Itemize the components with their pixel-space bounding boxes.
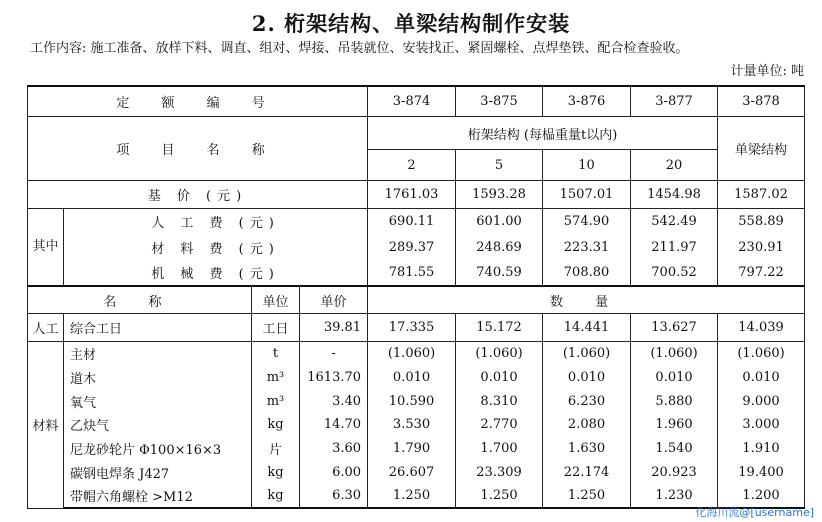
- col-quantity-header: 数 量: [368, 286, 805, 314]
- material-unit: kg: [252, 460, 300, 484]
- material-value: 1.200: [718, 484, 805, 508]
- material-price: 3.60: [300, 437, 368, 461]
- cost-value: 289.37: [368, 235, 456, 261]
- material-value: 9.000: [718, 389, 805, 413]
- cost-value: 797.22: [718, 260, 805, 286]
- cost-value: 542.49: [631, 209, 718, 235]
- material-value: 0.010: [368, 366, 456, 390]
- material-value: 2.770: [456, 413, 543, 437]
- material-value: 22.174: [543, 460, 631, 484]
- cost-value: 230.91: [718, 235, 805, 261]
- page-title: 2. 桁架结构、单梁结构制作安装: [251, 11, 571, 36]
- cost-row-material: [28, 235, 805, 261]
- material-value: (1.060): [456, 342, 543, 366]
- material-value: 8.310: [456, 389, 543, 413]
- cost-value: 558.89: [718, 209, 805, 235]
- material-name: 碳钢电焊条 J427: [64, 460, 252, 484]
- labor-value: 14.441: [543, 314, 631, 342]
- watermark: 化海川流@[username]: [695, 506, 814, 519]
- material-name: 道木: [64, 366, 252, 390]
- cost-row-machine: [28, 260, 805, 286]
- cost-value: 211.97: [631, 235, 718, 261]
- quota-table: [27, 85, 805, 509]
- material-price: 6.00: [300, 460, 368, 484]
- material-value: 3.530: [368, 413, 456, 437]
- labor-row: [28, 314, 805, 342]
- material-row: [28, 460, 805, 484]
- labor-value: 14.039: [718, 314, 805, 342]
- labor-name: 综合工日: [64, 314, 252, 342]
- material-name: 主材: [64, 342, 252, 366]
- material-value: (1.060): [543, 342, 631, 366]
- cost-value: 740.59: [456, 260, 543, 286]
- cost-value: 223.31: [543, 235, 631, 261]
- truss-weight: 2: [368, 150, 456, 181]
- cost-label: 机 械 费 (元): [64, 260, 368, 286]
- material-value: 1.540: [631, 437, 718, 461]
- material-value: 0.010: [718, 366, 805, 390]
- material-row: [28, 413, 805, 437]
- material-value: (1.060): [631, 342, 718, 366]
- item-name-label: 项 目 名 称: [28, 117, 368, 181]
- material-value: 6.230: [543, 389, 631, 413]
- among-label: 其中: [28, 209, 64, 286]
- material-value: 26.607: [368, 460, 456, 484]
- col-unit-header: 单位: [252, 286, 300, 314]
- materials-category: 材料: [28, 342, 64, 508]
- material-value: 1.910: [718, 437, 805, 461]
- single-beam-header: 单梁结构: [718, 117, 805, 181]
- cost-value: 781.55: [368, 260, 456, 286]
- material-name: 尼龙砂轮片 Φ100×16×3: [64, 437, 252, 461]
- column-header-row: [28, 286, 805, 314]
- work-content: 工作内容: 施工准备、放样下料、调直、组对、焊接、吊装就位、安装找正、紧固螺栓、点焊垫铁、配合检查验收。: [30, 41, 689, 56]
- material-row: [28, 366, 805, 390]
- material-price: 6.30: [300, 484, 368, 508]
- quota-number-row: [28, 86, 805, 117]
- material-value: 3.000: [718, 413, 805, 437]
- base-price-label: 基 价 (元): [28, 181, 368, 209]
- unit-label: 计量单位: 吨: [730, 64, 804, 79]
- material-value: 1.250: [543, 484, 631, 508]
- material-unit: m³: [252, 366, 300, 390]
- material-price: 3.40: [300, 389, 368, 413]
- labor-value: 15.172: [456, 314, 543, 342]
- labor-category: 人工: [28, 314, 64, 342]
- material-value: 0.010: [543, 366, 631, 390]
- cost-value: 574.90: [543, 209, 631, 235]
- material-value: 19.400: [718, 460, 805, 484]
- material-value: 0.010: [631, 366, 718, 390]
- material-value: 23.309: [456, 460, 543, 484]
- col-price-header: 单价: [300, 286, 368, 314]
- labor-unit: 工日: [252, 314, 300, 342]
- material-name: 带帽六角螺栓 >M12: [64, 484, 252, 508]
- code-cell: 3-878: [718, 86, 805, 117]
- base-price-value: 1507.01: [543, 181, 631, 209]
- material-value: 1.250: [456, 484, 543, 508]
- material-value: 1.250: [368, 484, 456, 508]
- base-price-value: 1761.03: [368, 181, 456, 209]
- cost-value: 690.11: [368, 209, 456, 235]
- material-value: 1.630: [543, 437, 631, 461]
- labor-value: 17.335: [368, 314, 456, 342]
- truss-group-header: 桁架结构 (每榀重量t以内): [368, 117, 718, 150]
- material-name: 氧气: [64, 389, 252, 413]
- base-price-value: 1593.28: [456, 181, 543, 209]
- material-value: (1.060): [718, 342, 805, 366]
- material-value: (1.060): [368, 342, 456, 366]
- base-price-row: [28, 181, 805, 209]
- material-value: 20.923: [631, 460, 718, 484]
- truss-weight: 5: [456, 150, 543, 181]
- truss-weight: 10: [543, 150, 631, 181]
- material-unit: kg: [252, 484, 300, 508]
- code-cell: 3-876: [543, 86, 631, 117]
- material-unit: t: [252, 342, 300, 366]
- labor-price: 39.81: [300, 314, 368, 342]
- base-price-value: 1587.02: [718, 181, 805, 209]
- cost-value: 248.69: [456, 235, 543, 261]
- base-price-value: 1454.98: [631, 181, 718, 209]
- cost-value: 700.52: [631, 260, 718, 286]
- material-row: [28, 484, 805, 508]
- material-row: [28, 437, 805, 461]
- material-value: 1.960: [631, 413, 718, 437]
- material-value: 1.230: [631, 484, 718, 508]
- material-row: [28, 342, 805, 366]
- material-name: 乙炔气: [64, 413, 252, 437]
- material-unit: m³: [252, 389, 300, 413]
- material-value: 1.700: [456, 437, 543, 461]
- material-row: [28, 389, 805, 413]
- item-name-row: [28, 117, 805, 150]
- code-cell: 3-875: [456, 86, 543, 117]
- material-price: -: [300, 342, 368, 366]
- material-unit: 片: [252, 437, 300, 461]
- cost-row-labor: [28, 209, 805, 235]
- quota-number-label: 定 额 编 号: [28, 86, 368, 117]
- material-unit: kg: [252, 413, 300, 437]
- cost-label: 人 工 费 (元): [64, 209, 368, 235]
- material-price: 1613.70: [300, 366, 368, 390]
- cost-label: 材 料 费 (元): [64, 235, 368, 261]
- cost-value: 708.80: [543, 260, 631, 286]
- material-value: 2.080: [543, 413, 631, 437]
- code-cell: 3-874: [368, 86, 456, 117]
- material-value: 5.880: [631, 389, 718, 413]
- cost-value: 601.00: [456, 209, 543, 235]
- material-value: 10.590: [368, 389, 456, 413]
- material-value: 0.010: [456, 366, 543, 390]
- code-cell: 3-877: [631, 86, 718, 117]
- col-name-header: 名 称: [28, 286, 252, 314]
- truss-weight: 20: [631, 150, 718, 181]
- labor-value: 13.627: [631, 314, 718, 342]
- material-price: 14.70: [300, 413, 368, 437]
- material-value: 1.790: [368, 437, 456, 461]
